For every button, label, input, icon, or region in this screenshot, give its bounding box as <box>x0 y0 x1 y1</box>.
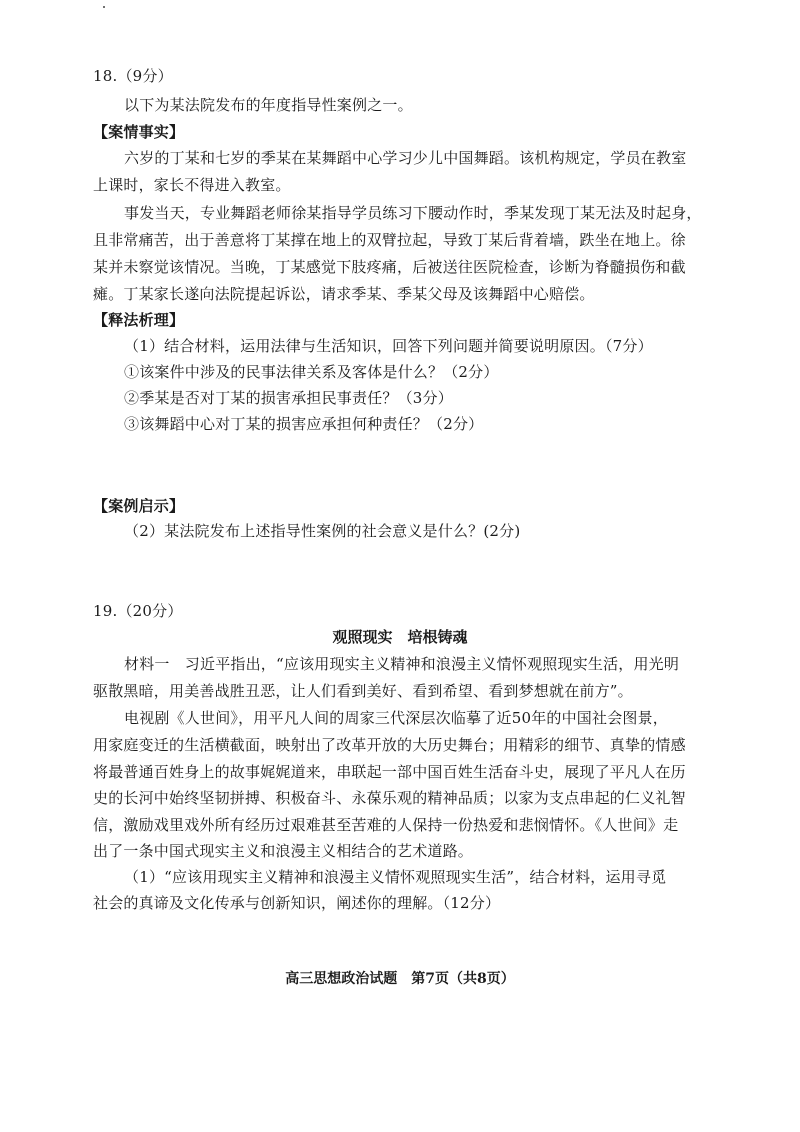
q18-insight-heading: 【案例启示】 <box>93 497 185 515</box>
q19-material-line: 驱散黑暗，用美善战胜丑恶，让人们看到美好、看到希望、看到梦想就在前方”。 <box>93 682 633 700</box>
q18-fact-line: 某并未察觉该情况。当晚，丁某感觉下肢疼痛，后被送往医院检查，诊断为脊髓损伤和截 <box>93 258 686 276</box>
q18-question-2: （2）某法院发布上述指导性案例的社会意义是什么？(2分) <box>124 522 521 540</box>
q18-subquestion: ②季某是否对丁某的损害承担民事责任？（3分） <box>124 389 453 407</box>
q18-header: 18.（9分） <box>93 67 173 85</box>
q19-question-1-cont: 社会的真谛及文化传承与创新知识，阐述你的理解。（12分） <box>93 894 501 912</box>
q18-fact-line: 瘫。丁某家长遂向法院提起诉讼，请求季某、季某父母及该舞蹈中心赔偿。 <box>93 285 595 303</box>
q18-fact-line: 六岁的丁某和七岁的季某在某舞蹈中心学习少儿中国舞蹈。该机构规定，学员在教室 <box>124 149 687 167</box>
q19-header: 19.（20分） <box>93 602 183 620</box>
q18-intro: 以下为某法院发布的年度指导性案例之一。 <box>124 96 413 114</box>
q19-material-line: 材料一 习近平指出，“应该用现实主义精神和浪漫主义情怀观照现实生活，用光明 <box>124 655 680 673</box>
q19-material-line: 用家庭变迁的生活横截面，映射出了改革开放的大历史舞台；用精彩的细节、真挚的情感 <box>93 736 686 754</box>
page-footer: 高三思想政治试题 第7页（共8页） <box>285 971 515 987</box>
q18-subquestion: ①该案件中涉及的民事法律关系及客体是什么？（2分） <box>124 363 499 381</box>
q19-material-line: 信，激励戏里戏外所有经历过艰难甚至苦难的人保持一份热爱和悲悯情怀。《人世间》走 <box>93 816 679 834</box>
q19-material-line: 电视剧《人世间》，用平凡人间的周家三代深层次临摹了近50年的中国社会图景， <box>124 709 668 727</box>
q18-fact-line: 上课时，家长不得进入教室。 <box>93 176 291 194</box>
q19-material-line: 史的长河中始终坚韧拼搏、积极奋斗、永葆乐观的精神品质；以家为支点串起的仁义礼智 <box>93 789 686 807</box>
q18-fact-line: 事发当天，专业舞蹈老师徐某指导学员练习下腰动作时，季某发现丁某无法及时起身， <box>124 204 702 222</box>
q18-facts-heading: 【案情事实】 <box>93 123 185 141</box>
q18-question-1: （1）结合材料，运用法律与生活知识，回答下列问题并简要说明原因。（7分） <box>124 337 653 355</box>
q19-material-line: 出了一条中国式现实主义和浪漫主义相结合的艺术道路。 <box>93 842 474 860</box>
q18-fact-line: 且非常痛苦，出于善意将丁某撑在地上的双臂拉起，导致丁某后背着墙，跌坐在地上。徐 <box>93 231 686 249</box>
q18-analysis-heading: 【释法析理】 <box>93 311 185 329</box>
q19-question-1: （1）“应该用现实主义精神和浪漫主义情怀观照现实生活”，结合材料，运用寻觅 <box>124 868 667 886</box>
q19-title: 观照现实 培根铸魂 <box>332 628 468 646</box>
q18-subquestion: ③该舞蹈中心对丁某的损害应承担何种责任？（2分） <box>124 415 484 433</box>
q19-material-line: 将最普通百姓身上的故事娓娓道来，串联起一部中国百姓生活奋斗史，展现了平凡人在历 <box>93 763 686 781</box>
scan-speck <box>103 6 105 8</box>
